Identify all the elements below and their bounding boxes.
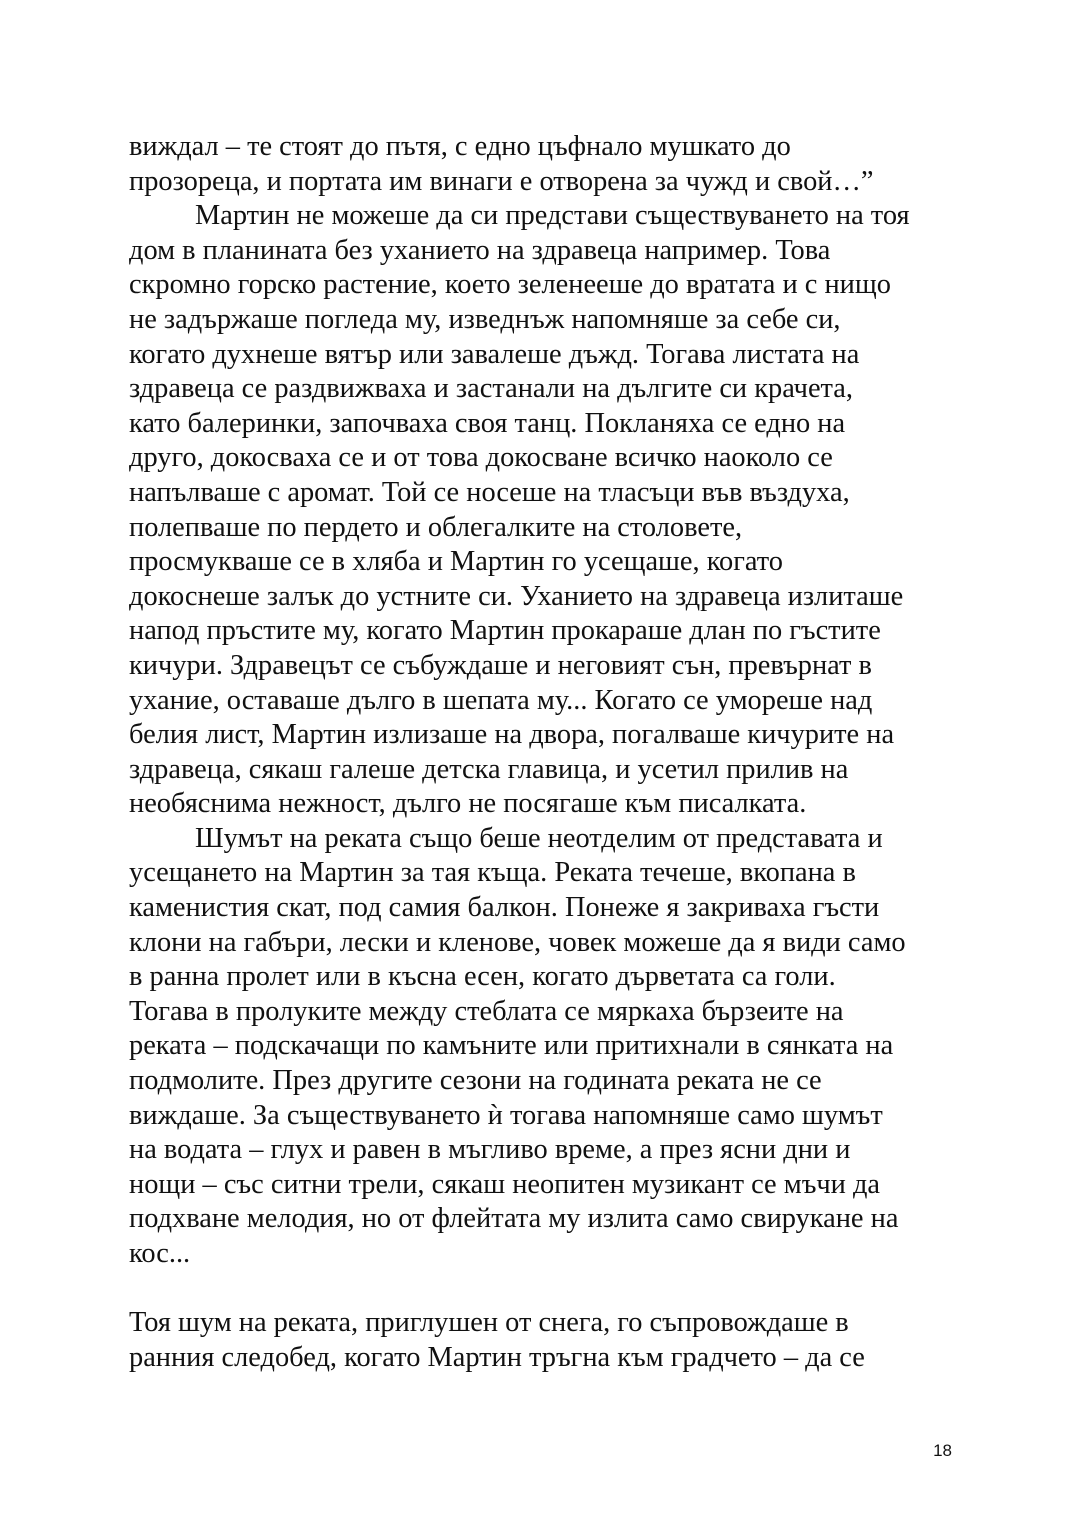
- text-line: каменистия скат, под самия балкон. Понеже я закриваха гъсти: [129, 892, 880, 924]
- text-line: друго, докосваха се и от това докосване всичко наоколо се: [129, 442, 833, 474]
- paragraph: [129, 822, 959, 1272]
- text-line: когато духнеше вятър или завалеше дъжд. Тогава листата на: [129, 338, 860, 370]
- text-line: напод пръстите му, когато Мартин прокараше длан по гъстите: [129, 615, 881, 647]
- text-line: подхване мелодия, но от флейтата му излита само свирукане на: [129, 1203, 899, 1235]
- text-line: просмукваше се в хляба и Мартин го усещаше, когато: [129, 546, 783, 578]
- text-line: усещането на Мартин за тая къща. Реката течеше, вкопана в: [129, 857, 856, 889]
- text-line: на водата – глух и равен в мъгливо време, а през ясни дни и: [129, 1134, 851, 1166]
- text-line: ухание, оставаше дълго в шепата му... Когато се уморeше над: [129, 684, 873, 716]
- page-number: 18: [933, 1441, 952, 1460]
- paragraph: [129, 199, 959, 822]
- text-line: напълваше с аромат. Той се носеше на тласъци във въздуха,: [129, 476, 850, 508]
- text-line: не задържаше погледа му, изведнъж напомняше за себе си,: [129, 303, 841, 335]
- text-line: кос...: [129, 1238, 191, 1269]
- paragraph-gap: [129, 1272, 959, 1307]
- text-line: кичури. Здравецът се събуждаше и неговият сън, превърнат в: [129, 649, 872, 681]
- text-line: Тоя шум на реката, приглушен от снега, го съпровождаше в: [129, 1307, 849, 1339]
- text-line: скромно горско растение, което зеленееше до вратата и с нищо: [129, 269, 891, 301]
- text-line: необяснима нежност, дълго не посягаше към писалката.: [129, 788, 807, 820]
- text-line: клони на габъри, лески и кленове, човек можеше да я види само: [129, 926, 906, 958]
- text-line: Тогава в пролуките между стеблата се мяркаха бързеите на: [129, 995, 844, 1027]
- text-line: в ранна пролет или в късна есен, когато дърветата са голи.: [129, 961, 836, 993]
- text-line: виждал – те стоят до пътя, с едно цъфнало мушкато до: [129, 131, 791, 162]
- text-line: нощи – със ситни трели, сякаш неопитен музикант се мъчи да: [129, 1168, 881, 1200]
- text-line: като балеринки, започваха своя танц. Покланяха се едно на: [129, 407, 846, 439]
- text-line: виждаше. За съществуването ѝ тогава напомняше само шумът: [129, 1099, 883, 1131]
- text-line: реката – подскачащи по камъните или притихнали в сянката на: [129, 1030, 894, 1062]
- text-line: дом в планината без уханието на здравеца например. Това: [129, 234, 831, 266]
- paragraph: [129, 1306, 959, 1375]
- text-line: здравеца, сякаш галеше детска главица, и усетил прилив на: [129, 753, 849, 785]
- text-line: белия лист, Мартин излизаше на двора, погалваше кичурите на: [129, 719, 895, 751]
- text-line: подмолите. През другите сезони на годината реката не се: [129, 1065, 822, 1097]
- paragraph: [129, 130, 959, 199]
- text-line: полепваше по пердето и облегалките на столовете,: [129, 511, 743, 543]
- text-line: Мартин не можеше да си представи съществуването на тоя: [195, 200, 910, 232]
- text-line: здравеца се раздвижваха и застанали на дългите си крачета,: [129, 373, 854, 405]
- text-line: прозореца, и портата им винаги е отворена за чужд и свой…”: [129, 165, 874, 197]
- text-line: Шумът на реката също беше неотделим от представата и: [195, 822, 883, 854]
- text-line: ранния следобед, когато Мартин тръгна към градчето – да се: [129, 1341, 865, 1373]
- body-text: [129, 130, 959, 1375]
- text-line: докоснеше залък до устните си. Уханието на здравеца излиташе: [129, 580, 904, 612]
